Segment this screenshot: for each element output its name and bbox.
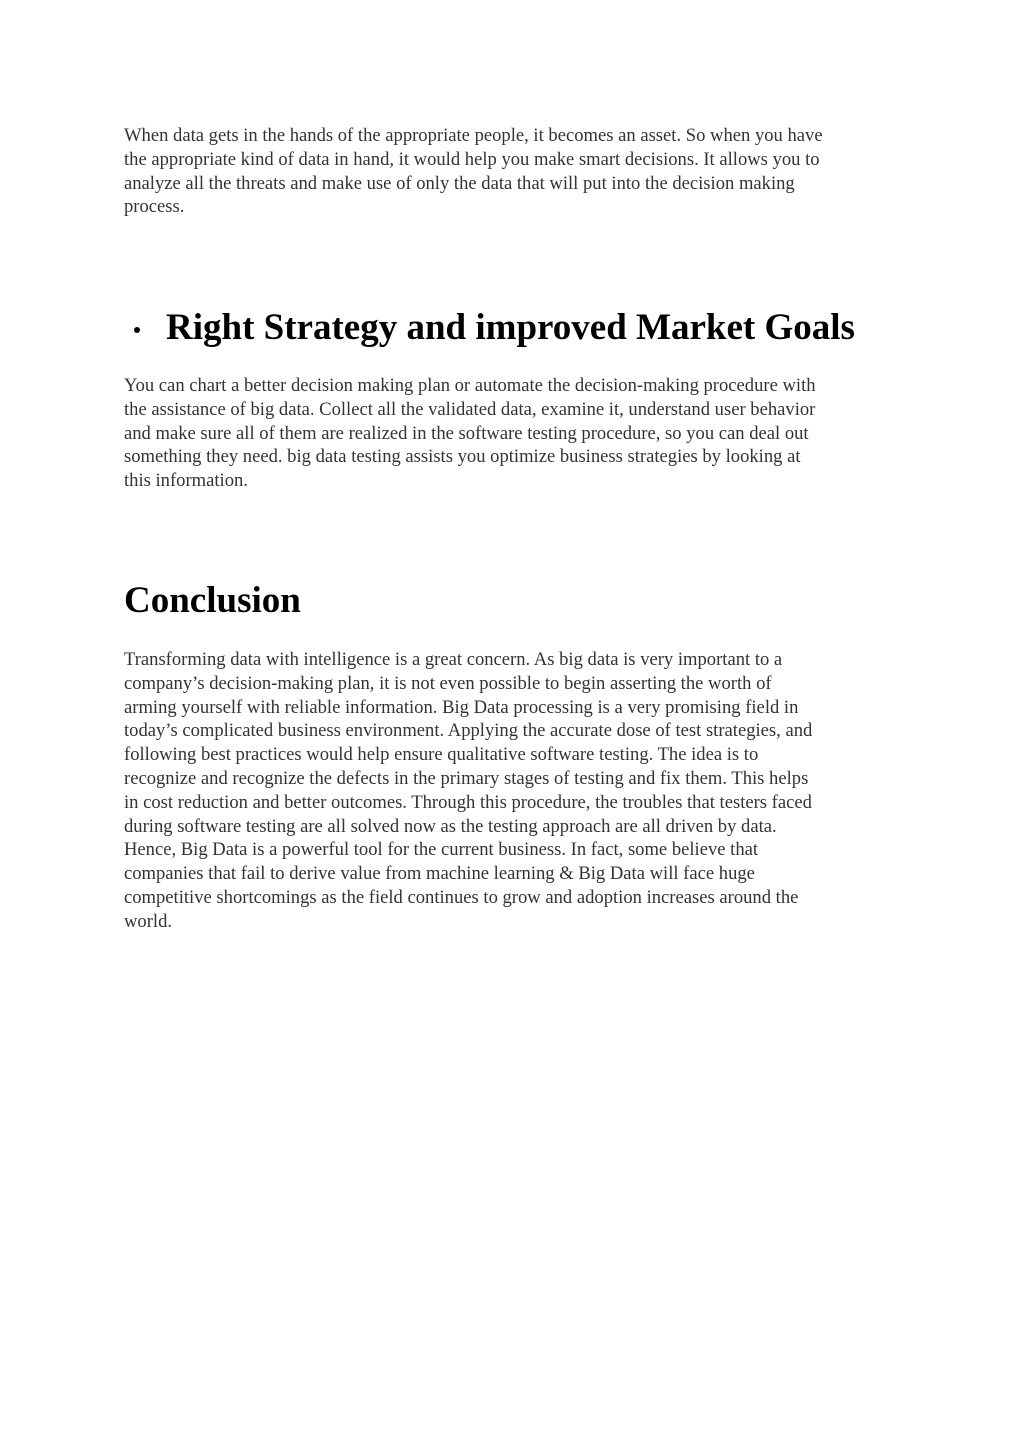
paragraph-line: today’s complicated business environment. Applying the accurate dose of test strategies, and	[124, 720, 813, 742]
paragraph-line: arming yourself with reliable information. Big Data processing is a very promising field in	[124, 696, 799, 718]
paragraph-conclusion	[124, 648, 914, 934]
paragraph-line: something they need. big data testing assists you optimize business strategies by looking at	[124, 446, 801, 468]
paragraph-line: Hence, Big Data is a powerful tool for the current business. In fact, some believe that	[124, 839, 759, 861]
bullet-heading-text: Right Strategy and improved Market Goals	[166, 307, 855, 348]
paragraph-data-asset	[124, 124, 914, 219]
paragraph-line: Transforming data with intelligence is a great concern. As big data is very important to a	[124, 649, 783, 670]
paragraph-line: company’s decision-making plan, it is not even possible to begin asserting the worth of	[124, 672, 772, 694]
bullet-heading	[124, 305, 855, 351]
paragraph-line: this information.	[124, 470, 248, 492]
paragraph-line: competitive shortcomings as the field continues to grow and adoption increases around the	[124, 886, 799, 908]
bullet-icon	[134, 327, 140, 333]
paragraph-line: When data gets in the hands of the appropriate people, it becomes an asset. So when you have	[124, 125, 823, 146]
paragraph-line: the assistance of big data. Collect all the validated data, examine it, understand user behavior	[124, 398, 816, 420]
paragraph-line: process.	[124, 196, 185, 218]
paragraph-line: in cost reduction and better outcomes. Through this procedure, the troubles that testers faced	[124, 791, 812, 813]
paragraph-line: and make sure all of them are realized in the software testing procedure, so you can deal out	[124, 422, 809, 444]
paragraph-line: the appropriate kind of data in hand, it would help you make smart decisions. It allows you to	[124, 148, 820, 170]
paragraph-line: analyze all the threats and make use of only the data that will put into the decision making	[124, 172, 795, 194]
paragraph-strategy	[124, 374, 914, 493]
paragraph-line: following best practices would help ensure qualitative software testing. The idea is to	[124, 744, 759, 766]
paragraph-line: You can chart a better decision making plan or automate the decision-making procedure with	[124, 375, 816, 396]
conclusion-heading: Conclusion	[124, 580, 301, 621]
paragraph-line: recognize and recognize the defects in the primary stages of testing and fix them. This helps	[124, 767, 809, 789]
paragraph-line: during software testing are all solved now as the testing approach are all driven by data.	[124, 815, 777, 837]
paragraph-line: companies that fail to derive value from machine learning & Big Data will face huge	[124, 863, 755, 885]
paragraph-line: world.	[124, 910, 173, 932]
